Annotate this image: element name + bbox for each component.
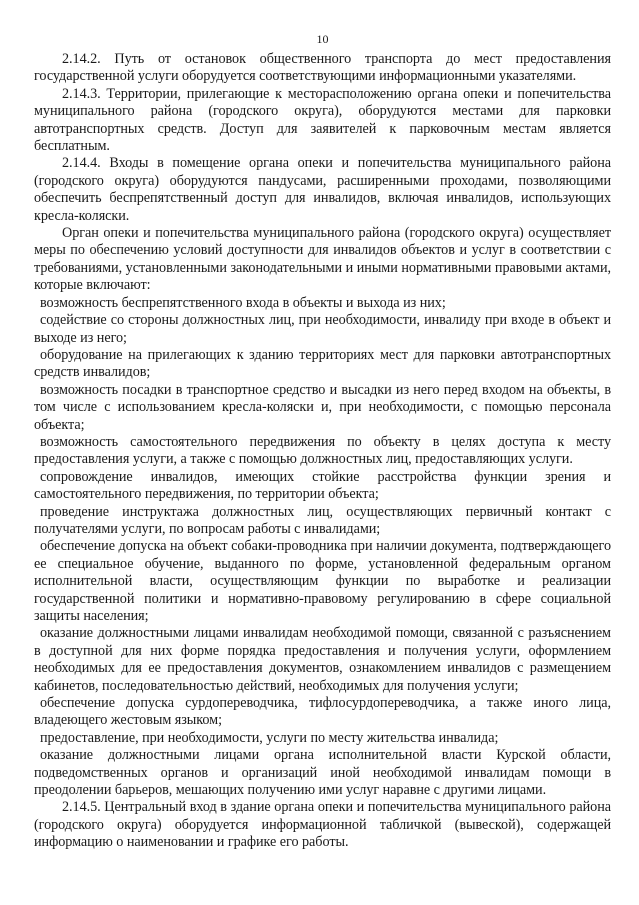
- list-item: оборудование на прилегающих к зданию территориях мест для парковки автотранспортных средств инвалидов;: [34, 346, 611, 381]
- paragraph-2-14-4: 2.14.4. Входы в помещение органа опеки и попечительства муниципального района (городского округа) оборудуются пандусами, расширенными проходами, позволяющими обеспечить беспрепятственный доступ для инвалидов, включая инвалидов, использующих кресла-коляски.: [34, 155, 611, 224]
- list-item: предоставление, при необходимости, услуги по месту жительства инвалида;: [40, 729, 499, 746]
- list-item: возможность самостоятельного передвижения по объекту в целях доступа к месту предоставления услуги, а также с помощью должностных лиц, предоставляющих услуги.: [34, 433, 611, 468]
- list-item: оказание должностными лицами органа исполнительной власти Курской области, подведомственных органов и организаций иной необходимой инвалидам помощи в преодолении барьеров, мешающих получению ими услуг наравне с другими лицами.: [34, 747, 611, 799]
- paragraph-2-14-5: 2.14.5. Центральный вход в здание органа опеки и попечительства муниципального района (городского округа) оборудуется информационной табличкой (вывеской), содержащей информацию о наименовании и графике его работы.: [34, 799, 611, 851]
- paragraph-2-14-3: 2.14.3. Территории, прилегающие к месторасположению органа опеки и попечительства муниципального района (городского округа), оборудуются местами для парковки автотранспортных средств. Доступ для заявителей к парковочным местам является бесплатным.: [34, 85, 611, 155]
- list-item: содействие со стороны должностных лиц, при необходимости, инвалиду при входе в объект и выходе из него;: [34, 312, 611, 346]
- list-item: оказание должностными лицами инвалидам необходимой помощи, связанной с разъяснением в доступной для них форме порядка предоставления и получения услуги, оформлением необходимых для ее предоставления документов, ознакомлением инвалидов с размещением кабинетов, последовательностью действий, необходимых для получения услуги;: [34, 625, 611, 694]
- list-item: сопровождение инвалидов, имеющих стойкие расстройства функции зрения и самостоятельного передвижения, по территории объекта;: [34, 468, 611, 503]
- list-item: обеспечение допуска на объект собаки-проводника при наличии документа, подтверждающего ее специальное обучение, выданного по форме, установленной федеральным органом исполнительной власти, осуществляющим функции по выработке и реализации государственной политики и нормативно-правовому регулированию в сфере социальной защиты населения;: [34, 538, 611, 624]
- list-item: обеспечение допуска сурдопереводчика, тифлосурдопереводчика, а также иного лица, владеющего жестовым языком;: [34, 695, 611, 729]
- list-item: возможность беспрепятственного входа в объекты и выхода из них;: [40, 294, 446, 311]
- list-item: возможность посадки в транспортное средство и высадки из него перед входом на объекты, в том числе с использованием кресла-коляски и, при необходимости, с помощью персонала объекта;: [34, 381, 611, 433]
- list-item: проведение инструктажа должностных лиц, осуществляющих первичный контакт с получателями услуги, по вопросам работы с инвалидами;: [34, 503, 611, 537]
- page-number: 10: [316, 32, 329, 46]
- paragraph-accessibility-measures: Орган опеки и попечительства муниципального района (городского округа) осуществляет меры по обеспечению условий доступности для инвалидов объектов и услуг в соответствии с требованиями, установленными законодательными и иными нормативными правовыми актами, которые включают:: [34, 225, 611, 294]
- paragraph-2-14-2: 2.14.2. Путь от остановок общественного транспорта до мест предоставления государственной услуги оборудуется соответствующими информационными указателями.: [34, 51, 611, 85]
